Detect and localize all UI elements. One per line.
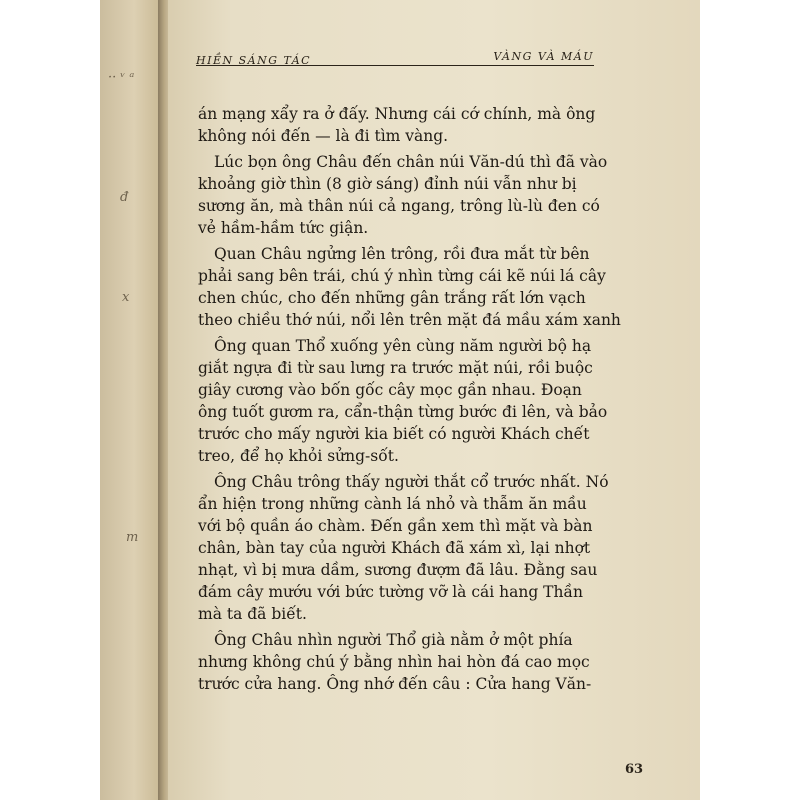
text-line: nhưng không chú ý bằng nhìn hai hòn đá cao mọc	[198, 653, 590, 671]
text-line: sương ăn, mà thân núi cả ngang, trông lù-lù đen có	[198, 197, 600, 215]
text-line: khoảng giờ thìn (8 giờ sáng) đỉnh núi vẫn như bị	[198, 175, 577, 193]
text-line: Ông Châu nhìn người Thổ già nằm ở một phía	[214, 631, 573, 649]
paragraph	[198, 629, 608, 695]
text-line: nhạt, vì bị mưa dầm, sương đượm đã lâu. Đằng sau	[198, 561, 598, 579]
text-line: treo, để họ khỏi sửng-sốt.	[198, 447, 399, 465]
paragraph	[198, 151, 608, 239]
page-number: 63	[625, 762, 644, 777]
text-line: chen chúc, cho đến những gân trắng rất lớn vạch	[198, 289, 586, 307]
paragraph	[198, 103, 608, 147]
text-line: với bộ quần áo chàm. Đến gần xem thì mặt và bàn	[198, 517, 593, 535]
paragraph	[198, 335, 608, 467]
text-line: Quan Châu ngửng lên trông, rồi đưa mắt từ bên	[214, 245, 590, 263]
text-line: không nói đến — là đi tìm vàng.	[198, 127, 449, 145]
text-line: Ông Châu trông thấy người thắt cổ trước nhất. Nó	[214, 473, 609, 491]
running-head-title: VÀNG VÀ MÁU	[493, 50, 594, 63]
text-line: giây cương vào bốn gốc cây mọc gần nhau. Đoạn	[198, 381, 582, 399]
text-line: giắt ngựa đi từ sau lưng ra trước mặt núi, rồi buộc	[198, 359, 593, 377]
body-text	[198, 103, 621, 699]
header-rule	[196, 65, 594, 66]
text-line: trước cửa hang. Ông nhớ đến câu : Cửa hang Văn-	[198, 675, 592, 693]
text-line: vẻ hầm-hầm tức giận.	[198, 219, 369, 237]
left-page-edge: ·· ᵛ ᵃ đ x m	[100, 0, 162, 800]
paragraph	[198, 243, 621, 331]
text-line: án mạng xẩy ra ở đấy. Nhưng cái cớ chính, mà ông	[198, 105, 596, 123]
paragraph	[198, 471, 608, 625]
text-line: ẩn hiện trong những cành lá nhỏ và thẫm ăn mầu	[198, 495, 587, 513]
text-line: Ông quan Thổ xuống yên cùng năm người bộ hạ	[214, 337, 592, 355]
text-line: phải sang bên trái, chú ý nhìn từng cái kẽ núi lá cây	[198, 267, 606, 285]
text-line: trước cho mấy người kia biết có người Khách chết	[198, 425, 590, 443]
text-line: theo chiều thớ núi, nổi lên trên mặt đá mầu xám xanh	[198, 311, 621, 329]
text-line: ông tuốt gươm ra, cẩn-thận từng bước đi lên, và bảo	[198, 403, 608, 421]
text-line: đám cây mướu với bức tường vỡ là cái hang Thần	[198, 583, 583, 601]
text-line: Lúc bọn ông Châu đến chân núi Văn-dú thì đã vào	[214, 153, 608, 171]
text-line: chân, bàn tay của người Khách đã xám xì, lại nhợt	[198, 539, 591, 557]
running-head-author: HIỀN SÁNG TÁC	[196, 54, 312, 67]
text-line: mà ta đã biết.	[198, 605, 307, 623]
